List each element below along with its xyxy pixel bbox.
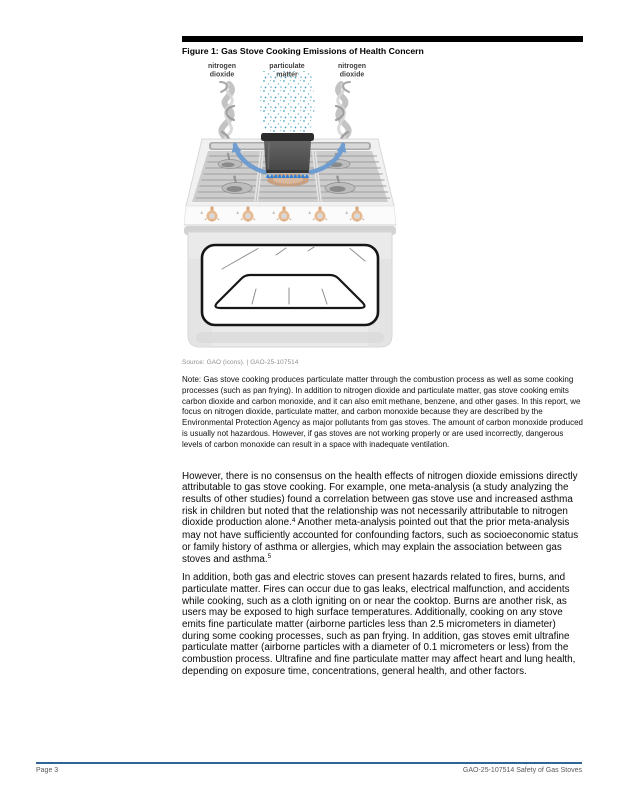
gas-stove-illustration — [182, 59, 398, 357]
figure-source-line: Source: GAO (icons). | GAO-25-107514 — [182, 359, 299, 366]
figure-note: Note: Gas stove cooking produces particulate matter through the combustion process as well as some cooking processes (such as pan frying). In addition to nitrogen dioxide and particulate matter, gas stove cooking emits carbon dioxide and carbon monoxide, and it can also emit methane, benzene, and other gases. In this report, we focus on nitrogen dioxide, particulate matter, and carbon monoxide because they are described by the Environmental Protection Agency as major pollutants from gas stoves. The amount of carbon monoxide produced is usually not hazardous. However, if gas stoves are not working properly or are used incorrectly, dangerous levels of carbon monoxide can result in a space with inadequate ventilation. — [182, 375, 583, 449]
svg-text:A: A — [236, 211, 239, 215]
flame-icon — [266, 175, 309, 179]
svg-text:nitrogen: nitrogen — [208, 63, 236, 70]
svg-text:A: A — [308, 211, 311, 215]
footnote-ref-5: 5 — [267, 553, 272, 561]
body-paragraph-1 — [182, 471, 583, 567]
svg-text:particulate: particulate — [269, 63, 305, 70]
cooking-pot-icon — [261, 133, 314, 173]
svg-text:nitrogen: nitrogen — [338, 63, 366, 70]
footer-rule — [36, 762, 582, 764]
paragraph-1-text-continued: Another meta-analysis pointed out that the prior meta-analysis may not have sufficiently accounted for confounding factors, such as socioeconomic status or family history of asthma or allergies, which may explain the association between gas stoves and asthma. — [182, 517, 579, 565]
figure-top-bar — [182, 36, 583, 42]
paragraph-1-text: However, there is no consensus on the health effects of nitrogen dioxide emissions directly attributable to gas stove cooking. For example, one meta-analysis (a study analyzing the results of other studies) found a correlation between gas stove use and increased asthma risk in children but noted that the relationship was not necessarily attributable to nitrogen dioxide production alone. — [182, 470, 578, 529]
page-number: Page 3 — [36, 767, 59, 774]
svg-text:dioxide: dioxide — [209, 71, 235, 79]
svg-text:dioxide: dioxide — [339, 71, 365, 79]
body-paragraph-2: In addition, both gas and electric stoves can present hazards related to fires, burns, and particulate matter. Fires can occur due to gas leaks, electrical malfunction, and accidents while cooking, such as a cloth igniting on or near the cooktop. Burns are another risk, as users may be exposed to high surface temperatures. Additionally, cooking on any stove emits fine particulate matter (airborne particles less than 2.5 micrometers in diameter) during some cooking processes, such as pan frying. In addition, gas stoves emit ultrafine particulate matter (airborne particles with a diameter of 0.1 micrometers or less) from the combustion process. Ultrafine and fine particulate matter may affect heart and lung health, depending on exposure time, concentrations, general health, and other factors. — [182, 572, 576, 677]
content-column — [182, 36, 583, 678]
particulate-plume-icon — [259, 71, 315, 133]
svg-text:A: A — [345, 211, 348, 215]
emission-label-nitrogen-dioxide-right — [338, 63, 366, 79]
oven-window — [202, 245, 378, 325]
svg-text:A: A — [272, 211, 275, 215]
footnote-ref-4: 4 — [291, 517, 296, 525]
report-identifier: GAO-25-107514 Safety of Gas Stoves — [462, 767, 582, 774]
svg-text:A: A — [200, 211, 203, 215]
figure-title: Figure 1: Gas Stove Cooking Emissions of Health Concern — [182, 46, 424, 56]
emission-label-nitrogen-dioxide-left — [208, 63, 236, 79]
